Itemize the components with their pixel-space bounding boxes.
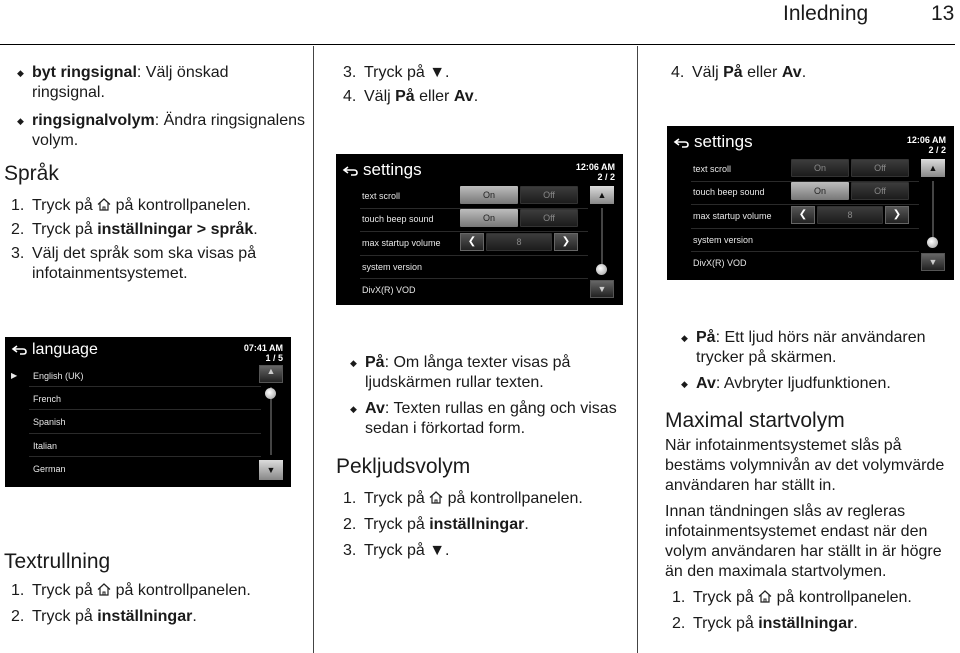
scroll-up-button: ▲ <box>921 159 945 177</box>
on-button: On <box>791 159 849 177</box>
settings-row-label: touch beep sound <box>362 214 434 224</box>
paragraph: När infotainmentsystemet slås på bestäms volymnivån av det volymvärde användaren har ställt in. <box>665 437 945 494</box>
bullet-item: ◆ På: Ett ljud hörs när användaren trycker på skärmen. <box>679 328 955 368</box>
screen-title: settings <box>342 160 422 180</box>
divider <box>29 386 261 387</box>
volume-value: 8 <box>486 233 552 251</box>
list-item: English (UK) <box>33 371 84 381</box>
step-item: 1. Tryck på på kontrollpanelen. <box>11 197 251 214</box>
screen-time: 12:06 AM 2 / 2 <box>906 135 946 155</box>
divider <box>29 409 261 410</box>
settings-row-label: max startup volume <box>693 211 772 221</box>
column-3-steps <box>671 63 951 83</box>
running-header: Inledning <box>783 2 869 25</box>
volume-value: 8 <box>817 206 883 224</box>
section-textrullning <box>4 549 304 627</box>
settings-row-label: text scroll <box>693 164 732 174</box>
screen-title: language <box>11 341 98 359</box>
step-item: 2. Tryck på inställningar. <box>343 516 529 533</box>
column-2-steps <box>343 63 623 107</box>
bullet-item: ◆ Av: Avbryter ljudfunktionen. <box>679 374 955 394</box>
list-item: French <box>33 394 62 404</box>
section-heading: Maximal startvolym <box>665 409 845 432</box>
list-item: Spanish <box>33 417 66 427</box>
volume-increase-icon: ❯ <box>554 233 578 251</box>
settings-row-label: DivX(R) VOD <box>362 285 416 295</box>
divider <box>29 456 261 457</box>
scrollbar-thumb <box>265 388 276 399</box>
bullet-item: ◆ Av: Texten rullas en gång och visas sedan i förkortad form. <box>348 399 628 439</box>
column-2-bullets <box>348 353 628 439</box>
settings-row-label: text scroll <box>362 191 401 201</box>
section-maximal-startvolym <box>665 408 957 634</box>
settings-row-label: touch beep sound <box>693 187 765 197</box>
home-icon <box>429 491 443 504</box>
section-pekljudsvolym <box>336 454 626 561</box>
back-icon <box>342 166 358 176</box>
step-item: 2. Tryck på inställningar > språk. <box>11 221 258 238</box>
home-icon <box>97 583 111 596</box>
bullet-item: ◆ På: Om långa texter visas på ljudskärmen rullar texten. <box>348 353 628 393</box>
list-item: Italian <box>33 441 58 451</box>
divider <box>360 278 588 279</box>
settings-row-label: system version <box>693 235 754 245</box>
settings-screen <box>336 154 623 305</box>
section-language <box>4 161 304 284</box>
off-button: Off <box>520 186 578 204</box>
on-button: On <box>791 182 849 200</box>
scroll-down-button: ▼ <box>259 460 283 480</box>
section-heading: Språk <box>4 162 59 185</box>
list-item: German <box>33 464 66 474</box>
scrollbar-thumb <box>927 237 938 248</box>
step-item: 3. Välj det språk som ska visas på infotainmentsystemet. <box>11 245 257 282</box>
step-item: 2. Tryck på inställningar. <box>672 615 858 632</box>
back-icon <box>11 345 27 355</box>
header-rule <box>0 44 955 45</box>
step-item: 3. Tryck på ▼. <box>343 542 450 559</box>
bullet-item: ◆ byt ringsignal: Välj önskad ringsignal. <box>15 63 305 103</box>
scrollbar-track <box>601 208 603 270</box>
home-icon <box>97 198 111 211</box>
off-button: Off <box>851 182 909 200</box>
off-button: Off <box>520 209 578 227</box>
volume-decrease-icon: ❮ <box>791 206 815 224</box>
column-1 <box>15 63 305 151</box>
volume-decrease-icon: ❮ <box>460 233 484 251</box>
screen-time: 07:41 AM 1 / 5 <box>243 343 283 363</box>
screen-title: settings <box>673 132 753 152</box>
language-screen <box>5 337 291 487</box>
on-button: On <box>460 209 518 227</box>
step-item: 1. Tryck på på kontrollpanelen. <box>11 582 251 599</box>
divider <box>691 204 919 205</box>
page-number: 13 <box>931 2 955 25</box>
step-item: 1. Tryck på på kontrollpanelen. <box>672 589 912 606</box>
scrollbar-thumb <box>596 264 607 275</box>
settings-screen <box>667 126 954 280</box>
off-button: Off <box>851 159 909 177</box>
column-3-bullets <box>679 328 955 394</box>
section-heading: Pekljudsvolym <box>336 455 471 478</box>
divider <box>691 228 919 229</box>
divider <box>29 433 261 434</box>
home-icon <box>758 590 772 603</box>
step-item: 4. Välj På eller Av. <box>671 64 807 81</box>
scroll-down-button: ▼ <box>921 253 945 271</box>
step-item: 3. Tryck på ▼. <box>343 64 450 81</box>
scroll-up-button: ▲ <box>590 186 614 204</box>
selected-marker-icon: ▶ <box>11 371 18 380</box>
back-icon <box>673 138 689 148</box>
on-button: On <box>460 186 518 204</box>
column-divider-1 <box>313 46 314 653</box>
bullet-item: ◆ ringsignalvolym: Ändra ringsignalens volym. <box>15 111 305 151</box>
step-item: 4. Välj På eller Av. <box>343 88 479 105</box>
settings-row-label: system version <box>362 262 423 272</box>
section-heading: Textrullning <box>4 550 111 573</box>
step-item: 2. Tryck på inställningar. <box>11 608 197 625</box>
scrollbar-track <box>932 181 934 243</box>
settings-row-label: DivX(R) VOD <box>693 258 747 268</box>
column-divider-2 <box>637 46 638 653</box>
volume-increase-icon: ❯ <box>885 206 909 224</box>
scroll-up-button: ▲ <box>259 365 283 383</box>
step-item: 1. Tryck på på kontrollpanelen. <box>343 490 583 507</box>
divider <box>360 255 588 256</box>
settings-row-label: max startup volume <box>362 238 441 248</box>
paragraph: Innan tändningen slås av regleras infotainmentsystemet endast när den volym användaren har ställt in är högre än den maximala startvolymen. <box>665 503 942 580</box>
scroll-down-button: ▼ <box>590 280 614 298</box>
divider <box>691 251 919 252</box>
divider <box>360 231 588 232</box>
screen-time: 12:06 AM 2 / 2 <box>575 162 615 182</box>
